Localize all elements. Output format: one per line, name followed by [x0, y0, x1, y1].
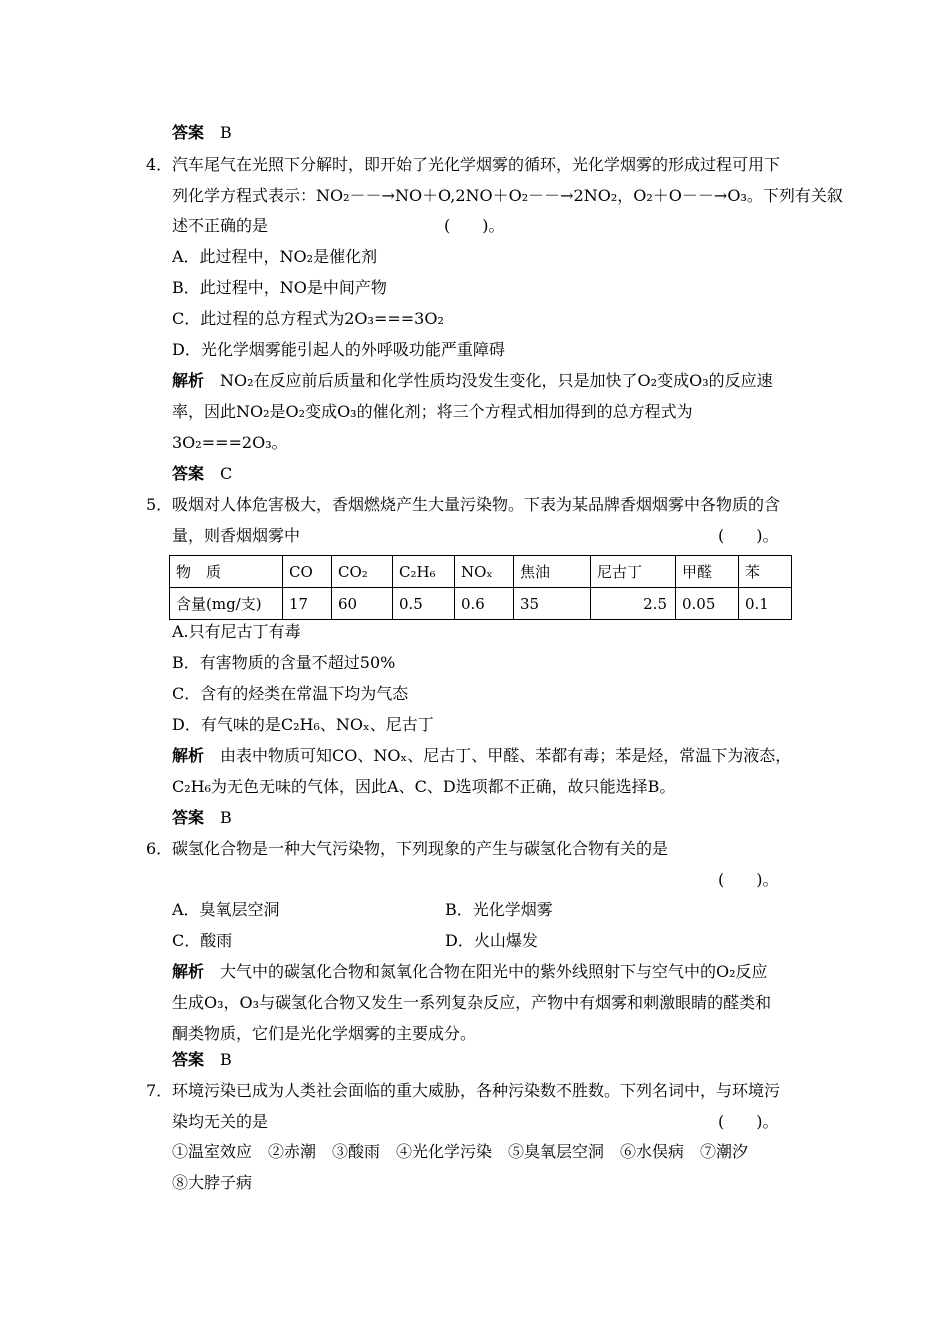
answer-label: 答案: [172, 123, 205, 142]
q6-analysis-line2: 生成O₃，O₃与碳氢化合物又发生一系列复杂反应，产物中有烟雾和刺激眼睛的醛类和: [172, 993, 772, 1012]
q5-option-b: B．有害物质的含量不超过50%: [172, 653, 396, 672]
q7-items-line1: ①温室效应 ②赤潮 ③酸雨 ④光化学污染 ⑤臭氧层空洞 ⑥水俣病 ⑦潮汐: [172, 1142, 749, 1161]
q7-number: 7．: [146, 1081, 173, 1100]
table-cell: 0.1: [739, 588, 792, 620]
q4-number: 4．: [146, 155, 173, 174]
answer-value: B: [220, 123, 232, 142]
q5-option-d: D．有气味的是C₂H₆、NOₓ、尼古丁: [172, 715, 434, 734]
q5-option-a: A.只有尼古丁有毒: [172, 622, 301, 641]
analysis-label: 解析: [172, 746, 205, 765]
table-cell: 0.5: [393, 588, 455, 620]
analysis-label: 解析: [172, 371, 205, 390]
pollutant-table: [169, 555, 792, 620]
q7-stem-line1: 环境污染已成为人类社会面临的重大威胁，各种污染数不胜数。下列名词中，与环境污: [172, 1081, 781, 1100]
table-cell: 尼古丁: [591, 556, 676, 588]
table-cell: 焦油: [514, 556, 591, 588]
q7-answer-blank: ( )。: [718, 1112, 779, 1131]
q5-option-c: C．含有的烃类在常温下均为气态: [172, 684, 409, 703]
answer-label: 答案: [172, 464, 205, 483]
analysis-text: 由表中物质可知CO、NOₓ、尼古丁、甲醛、苯都有毒；苯是烃，常温下为液态，: [220, 746, 792, 765]
table-cell: 35: [514, 588, 591, 620]
q4-option-c: C．此过程的总方程式为2O₃===3O₂: [172, 309, 444, 328]
q4-analysis-line2: 率，因此NO₂是O₂变成O₃的催化剂；将三个方程式相加得到的总方程式为: [172, 402, 693, 421]
q5-analysis-line1: [172, 746, 791, 766]
table-header-row: [170, 556, 792, 588]
q5-number: 5．: [146, 495, 173, 514]
table-cell: 甲醛: [676, 556, 739, 588]
q4-analysis-line3: 3O₂===2O₃。: [172, 433, 288, 452]
table-cell: 2.5: [591, 588, 676, 620]
q4-stem-line3: 述不正确的是: [172, 216, 269, 235]
q6-number: 6．: [146, 839, 173, 858]
q4-answer: [172, 464, 232, 484]
q5-stem-line2: 量，则香烟烟雾中: [172, 526, 301, 545]
q4-stem-line2: 列化学方程式表示：NO₂－－→NO＋O,2NO＋O₂－－→2NO₂，O₂＋O－－→O₃。下列有关叙: [172, 186, 843, 205]
analysis-text: NO₂在反应前后质量和化学性质均没发生变化，只是加快了O₂变成O₃的反应速: [220, 371, 773, 390]
q4-stem-line1: 汽车尾气在光照下分解时，即开始了光化学烟雾的循环，光化学烟雾的形成过程可用下: [172, 155, 781, 174]
table-row: [170, 588, 792, 620]
q4-option-a: A．此过程中，NO₂是催化剂: [172, 247, 378, 266]
q5-analysis-line2: C₂H₆为无色无味的气体，因此A、C、D选项都不正确，故只能选择B。: [172, 777, 676, 796]
q6-option-c: C．酸雨: [172, 931, 233, 950]
table-cell: 17: [283, 588, 332, 620]
q6-analysis-line3: 酮类物质，它们是光化学烟雾的主要成分。: [172, 1024, 477, 1043]
table-cell: C₂H₆: [393, 556, 455, 588]
q7-stem-line2: 染均无关的是: [172, 1112, 269, 1131]
analysis-text: 大气中的碳氢化合物和氮氧化合物在阳光中的紫外线照射下与空气中的O₂反应: [220, 962, 768, 981]
table-cell: CO: [283, 556, 332, 588]
q6-analysis-line1: [172, 962, 768, 982]
table-cell: NOₓ: [455, 556, 514, 588]
table-cell: 0.05: [676, 588, 739, 620]
q6-option-b: B．光化学烟雾: [445, 900, 553, 919]
table-cell: 物 质: [170, 556, 283, 588]
q4-answer-blank: ( )。: [444, 216, 505, 235]
q6-stem-line1: 碳氢化合物是一种大气污染物，下列现象的产生与碳氢化合物有关的是: [172, 839, 669, 858]
table-cell: 含量(mg/支): [170, 588, 283, 620]
q5-answer-blank: ( )。: [718, 526, 779, 545]
answer-value: B: [220, 808, 232, 827]
table-cell: 0.6: [455, 588, 514, 620]
q6-option-d: D．火山爆发: [445, 931, 538, 950]
q5-answer: [172, 808, 232, 828]
q6-answer-blank: ( )。: [718, 870, 779, 889]
q4-option-d: D．光化学烟雾能引起人的外呼吸功能严重障碍: [172, 340, 505, 359]
q5-stem-line1: 吸烟对人体危害极大，香烟燃烧产生大量污染物。下表为某品牌香烟烟雾中各物质的含: [172, 495, 781, 514]
answer-label: 答案: [172, 808, 205, 827]
q4-option-b: B．此过程中，NO是中间产物: [172, 278, 387, 297]
answer-value: B: [220, 1050, 232, 1069]
table-cell: 苯: [739, 556, 792, 588]
q7-items-line2: ⑧大脖子病: [172, 1173, 253, 1192]
answer-value: C: [220, 464, 233, 483]
q6-answer: [172, 1050, 232, 1070]
answer-label: 答案: [172, 1050, 205, 1069]
table-cell: CO₂: [332, 556, 393, 588]
table-cell: 60: [332, 588, 393, 620]
q6-option-a: A．臭氧层空洞: [172, 900, 280, 919]
q3-answer: [172, 123, 232, 143]
analysis-label: 解析: [172, 962, 205, 981]
q4-analysis-line1: [172, 371, 773, 391]
